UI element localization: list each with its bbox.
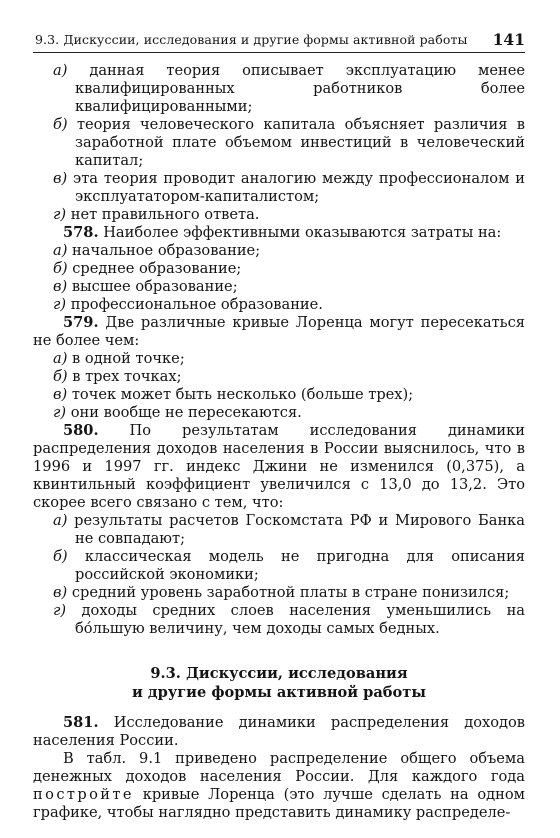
section-heading-line-1: 9.3. Дискуссии, исследования [150,665,408,682]
running-header-title: 9.3. Дискуссии, исследования и другие формы активной работы [35,32,468,47]
option-a: а) данная теория описывает эксплуатацию менее квалифицированных работников более квалифицированными; [53,62,525,115]
question-number: 579. [63,314,99,331]
option-v: в) высшее образование; [53,278,238,295]
question-number: 578. [63,224,99,241]
emphasized-word: постройте [33,786,134,803]
option-a: а) результаты расчетов Госкомстата РФ и Мирового Банка не совпадают; [53,512,525,547]
question-579: 579. Две различные кривые Лоренца могут пересекаться не более чем: [33,314,525,349]
task-paragraph: В табл. 9.1 приведено распределение общего объема денежных доходов населения России. Для каждого года постройте кривые Лоренца (это лучше сделать на одном графике, чтобы наглядно представить динамику распределе- [33,750,525,821]
option-g: г) нет правильного ответа. [53,206,260,223]
question-number: 580. [63,422,99,439]
page-number: 141 [492,30,525,49]
section-heading [33,664,525,702]
option-v: в) точек может быть несколько (больше трех); [53,386,414,403]
option-b: б) теория человеческого капитала объясняет различия в заработной плате объемом инвестиций в человеческий капитал; [53,116,525,169]
option-v: в) эта теория проводит аналогию между профессионалом и эксплуататором-капиталистом; [53,170,525,205]
option-g: г) профессиональное образование. [53,296,323,313]
option-b: б) среднее образование; [53,260,242,277]
option-a: а) в одной точке; [53,350,185,367]
option-b: б) в трех точках; [53,368,182,385]
question-number: 581. [63,714,99,731]
page-body [33,62,525,822]
running-header [33,30,525,53]
option-g: г) доходы средних слоев населения уменьшились на бо́льшую величину, чем доходы самых бедных. [53,602,526,637]
option-a: а) начальное образование; [53,242,261,259]
question-578: 578. Наиболее эффективными оказываются затраты на: [63,224,502,241]
question-581: 581. Исследование динамики распределения доходов населения России. [33,714,525,749]
option-g: г) они вообще не пересекаются. [53,404,302,421]
option-v: в) средний уровень заработной платы в стране понизился; [53,584,510,601]
option-b: б) классическая модель не пригодна для описания российской экономики; [53,548,525,583]
question-580: 580. По результатам исследования динамики распределения доходов населения в России выяснилось, что в 1996 и 1997 гг. индекс Джини не изменился (0,375), а квинтильный коэффициент увеличился с 13,0 до 13,2. Это скорее всего связано с тем, что: [33,422,526,511]
section-heading-line-2: и другие формы активной работы [132,684,426,701]
